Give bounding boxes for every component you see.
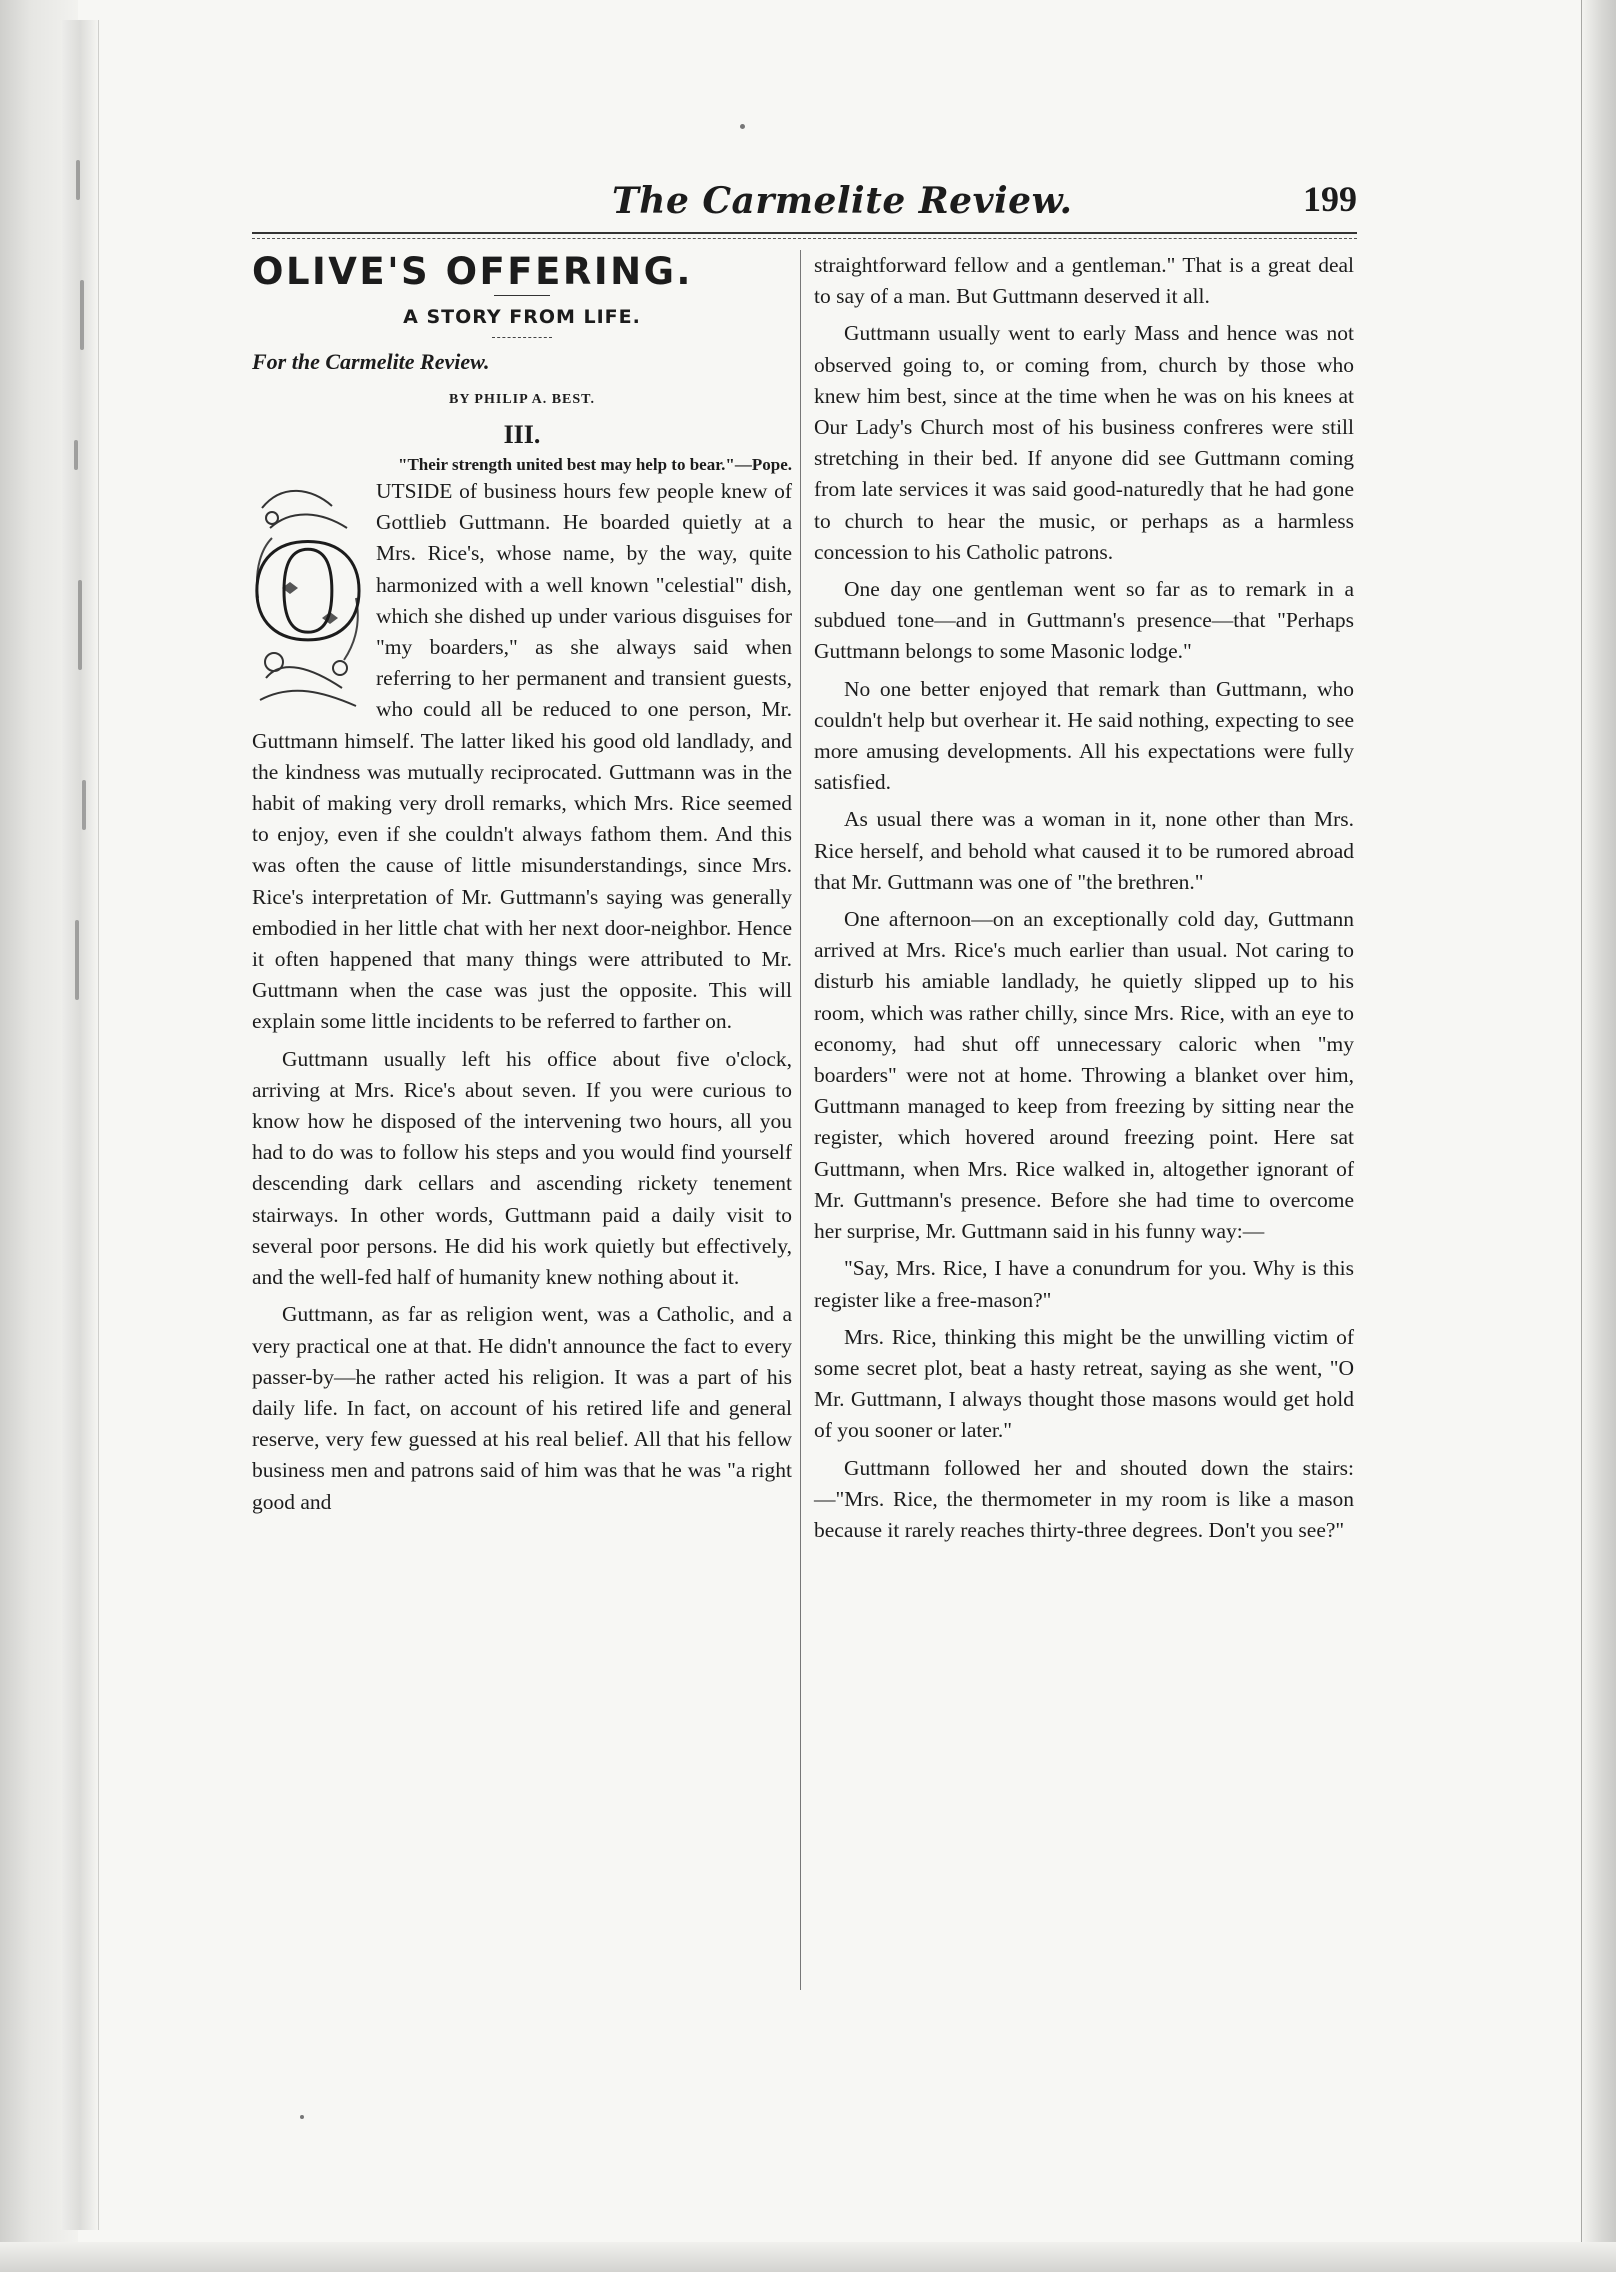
paragraph: One day one gentleman went so far as to remark in a subdued tone—and in Guttmann's presence—that "Perhaps Guttmann belongs to some Masonic lodge." <box>814 577 1354 664</box>
journal-page <box>252 170 1357 2030</box>
page-number: 199 <box>1303 179 1357 219</box>
paragraph: UTSIDE of business hours few people knew of Gottlieb Guttmann. He boarded quietly at a Mrs. Rice's, whose name, by the way, quite harmonized with a well known "celestial" dish, which she dished up under various disguises for "my boarders," as she always said when referring to her permanent and transient guests, who could all be reduced to one person, Mr. Guttmann himself. The latter liked his good old landlady, and the kindness was mutually reciprocated. Guttmann was in the habit of making very droll remarks, which Mrs. Rice seemed to enjoy, even if she couldn't always fathom them. And this was often the cause of little misunderstandings, since Mrs. Rice's interpretation of Mr. Guttmann's saying was generally embodied in her little chat with her next door-neighbor. Hence it often happened that many things were attributed to Mr. Guttmann when the case was just the opposite. This will explain some little incidents to be referred to farther on. <box>252 479 792 1034</box>
paragraph: Guttmann followed her and shouted down the stairs:—"Mrs. Rice, the thermometer in my room is like a mason because it rarely reaches thirty-three degrees. Don't you see?" <box>814 1455 1354 1542</box>
binding-gutter <box>62 20 99 2230</box>
binding-speck <box>74 440 78 470</box>
drop-cap-letter: O <box>252 516 364 670</box>
chapter-number: III. <box>503 419 541 449</box>
binding-speck <box>80 280 84 350</box>
title-rule <box>494 295 550 296</box>
running-head <box>252 170 1357 230</box>
paragraph: Guttmann usually left his office about five o'clock, arriving at Mrs. Rice's about seven. If you were curious to know how he disposed of the intervening two hours, all you had to do was to follow his steps and you would find yourself descending dark cellars and ascending rickety tenement stairways. In other words, Guttmann paid a daily visit to several poor persons. He did his work quietly but effectively, and the well-fed half of humanity knew nothing about it. <box>252 1046 792 1290</box>
right-column <box>814 250 1354 1546</box>
paragraph: Mrs. Rice, thinking this might be the unwilling victim of some secret plot, beat a hasty retreat, saying as she went, "O Mr. Guttmann, I always thought those masons would get hold of you sooner or later." <box>814 1324 1354 1443</box>
paragraph: Guttmann usually went to early Mass and hence was not observed going to, or coming from, church by those who knew him best, since at the time when he was on his knees at Our Lady's Church most of his business confreres were still stretching in their bed. If anyone did see Guttmann coming from late services it was said good-naturedly that he had gone to church to hear the music, or perhaps as a harmless concession to his Catholic patrons. <box>814 321 1354 564</box>
page-bottom-edge <box>0 2242 1616 2272</box>
story-subtitle: A STORY FROM LIFE. <box>403 306 641 329</box>
paragraph: Guttmann, as far as religion went, was a Catholic, and a very practical one at that. He didn't announce the fact to every passer-by—he rather acted his religion. It was a part of his daily life. In fact, on account of his retired life and general reserve, very few guessed at his real belief. All that his fellow business men and patrons said of him was that he was "a right good and <box>252 1302 792 1514</box>
header-rule-dashed <box>252 238 1357 239</box>
scan-speck <box>740 124 745 129</box>
paragraph: straightforward fellow and a gentleman." That is a great deal to say of a man. But Guttmann deserved it all. <box>814 253 1354 309</box>
page-right-edge <box>1581 0 1616 2272</box>
binding-speck <box>76 160 80 200</box>
binding-speck <box>82 780 86 830</box>
binding-speck <box>75 920 79 1000</box>
paragraph: As usual there was a woman in it, none other than Mrs. Rice herself, and behold what caused it to be rumored abroad that Mr. Guttmann was one of "the brethren." <box>814 807 1354 894</box>
header-rule <box>252 232 1357 234</box>
epigraph: "Their strength united best may help to bear."—Pope. <box>398 455 792 475</box>
scan-speck <box>300 2115 304 2119</box>
journal-title: The Carmelite Review. <box>612 180 1073 222</box>
left-column <box>252 250 792 1518</box>
paragraph: One afternoon—on an exceptionally cold day, Guttmann arrived at Mrs. Rice's much earlier than usual. Not caring to disturb his amiable landlady, he quietly slipped up to his room, which was rather chilly, since Mrs. Rice, with an eye to economy, had shut off unnecessary caloric when "my boarders" were not at home. Throwing a blanket over him, Guttmann managed to keep from freezing by sitting near the register, which hovered around freezing point. Here sat Guttmann, when Mrs. Rice walked in, altogether ignorant of Mr. Guttmann's presence. Before she had time to overcome her surprise, Mr. Guttmann said in his funny way:— <box>814 907 1354 1244</box>
for-line: For the Carmelite Review. <box>252 349 490 375</box>
byline: BY PHILIP A. BEST. <box>449 391 595 407</box>
paragraph: No one better enjoyed that remark than Guttmann, who couldn't help but overhear it. He said nothing, expecting to see more amusing developments. All his expectations were fully satisfied. <box>814 676 1354 795</box>
floral-initial-icon <box>252 478 364 714</box>
paragraph: "Say, Mrs. Rice, I have a conundrum for you. Why is this register like a free-mason?" <box>814 1256 1354 1312</box>
ornamental-drop-cap <box>252 478 364 714</box>
column-divider <box>800 250 801 1990</box>
binding-speck <box>78 580 82 670</box>
subtitle-rule <box>492 337 552 338</box>
story-title: OLIVE'S OFFERING. <box>252 250 693 293</box>
